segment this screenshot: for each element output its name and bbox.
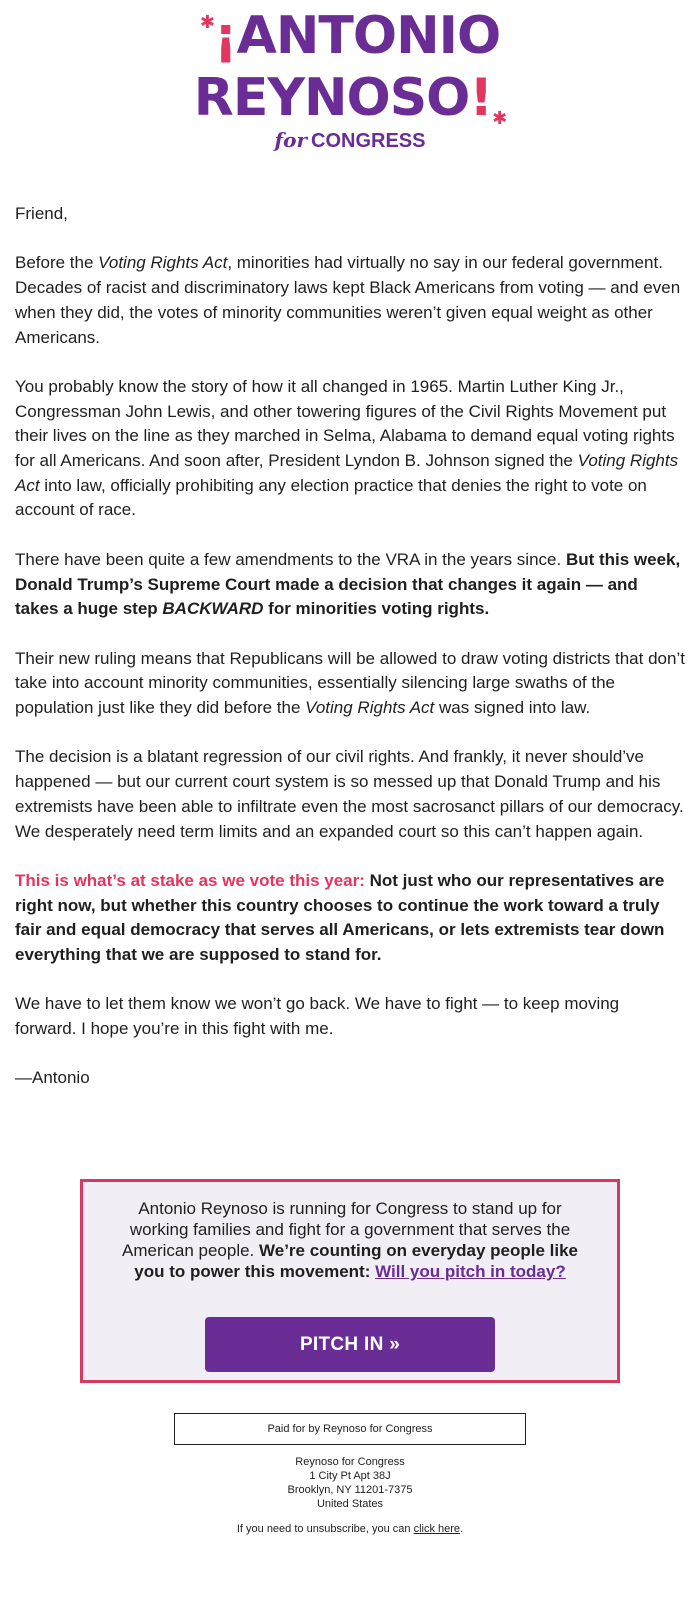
paragraph bbox=[15, 869, 685, 968]
pitch-in-button[interactable]: PITCH IN » bbox=[205, 1317, 495, 1372]
asterisk-icon: ✱ bbox=[199, 12, 214, 33]
text: was signed into law. bbox=[434, 698, 591, 717]
paragraph bbox=[15, 251, 685, 350]
text: Before the bbox=[15, 253, 99, 273]
text: There have been quite a few amendments to the VRA in the years since. bbox=[15, 549, 566, 569]
logo-first-name-text: ANTONIO bbox=[236, 6, 501, 66]
text-italic: Voting Rights Act bbox=[15, 451, 679, 495]
address-city: Brooklyn, NY 11201-7375 bbox=[287, 1484, 413, 1497]
text: into law, officially prohibiting any election practice that denies the right to vote on account of race. bbox=[15, 475, 647, 520]
paragraph bbox=[15, 375, 685, 523]
campaign-logo bbox=[0, 0, 700, 160]
donation-callout-box bbox=[80, 1179, 620, 1383]
text-bold-italic: BACKWARD bbox=[162, 599, 264, 619]
email-body bbox=[0, 202, 700, 1091]
text: If you need to unsubscribe, you can bbox=[236, 1523, 414, 1536]
text: . bbox=[460, 1523, 464, 1536]
unsubscribe-line bbox=[0, 1523, 700, 1535]
paragraph: We have to let them know we won’t go back. We have to fight — to keep moving forward. I hope you’re in this fight with me. bbox=[15, 994, 620, 1039]
callout-text bbox=[83, 1182, 617, 1282]
address-org: Reynoso for Congress bbox=[295, 1456, 405, 1469]
text: , minorities had virtually no say in our federal government. Decades of racist and discriminatory laws kept Black Americans from voting — and even when they did, the votes of minority communities weren’t given equal weight as other Americans. bbox=[15, 253, 681, 347]
logo-for: for bbox=[274, 128, 307, 152]
signoff: —Antonio bbox=[15, 1068, 90, 1088]
text: Their new ruling means that Republicans will be allowed to draw voting districts that don’t take into account minority communities, essentially silencing large swaths of the population just like they did before the bbox=[15, 648, 685, 717]
paid-for-disclaimer: Paid for by Reynoso for Congress bbox=[174, 1413, 526, 1445]
unsubscribe-link[interactable]: click here bbox=[413, 1523, 461, 1536]
logo-for-congress bbox=[0, 128, 700, 153]
text-italic: Voting Rights Act bbox=[98, 253, 228, 273]
paragraph bbox=[15, 548, 685, 622]
asterisk-icon: ✱ bbox=[492, 108, 507, 129]
logo-congress: CONGRESS bbox=[311, 130, 426, 152]
text-highlight: This is what’s at stake as we vote this year: bbox=[15, 870, 365, 890]
pitch-in-link[interactable]: Will you pitch in today? bbox=[375, 1262, 566, 1282]
text-italic: Voting Rights Act bbox=[305, 698, 435, 717]
logo-last-name bbox=[0, 68, 700, 129]
text-bold: But this week, Donald Trump’s Supreme Court made a decision that changes it again — and takes a huge step bbox=[15, 549, 681, 619]
paragraph bbox=[15, 647, 685, 721]
text: You probably know the story of how it all changed in 1965. Martin Luther King Jr., Congressman John Lewis, and other towering figures of the Civil Rights Movement put their lives on the line as they marched in Selma, Alabama to demand equal voting rights for all Americans. And soon after, President Lyndon B. Johnson signed the bbox=[15, 376, 675, 470]
address-street: 1 City Pt Apt 38J bbox=[309, 1470, 391, 1483]
text-bold: Not just who our representatives are right now, but whether this country chooses to continue the work toward a truly fair and equal democracy that serves all Americans, or lets extremists tear down everything that we are supposed to stand for. bbox=[15, 870, 665, 964]
logo-last-name-text: REYNOSO bbox=[193, 68, 470, 128]
logo-inverted-exclamation: ¡ bbox=[213, 6, 237, 66]
address-country: United States bbox=[316, 1498, 384, 1511]
text-bold: for minorities voting rights. bbox=[263, 599, 490, 619]
text: Antonio Reynoso is running for Congress to stand up for working families and fight for a government that serves the American people. bbox=[121, 1199, 571, 1261]
mailing-address bbox=[0, 1455, 700, 1511]
logo-first-name bbox=[0, 6, 700, 66]
greeting: Friend, bbox=[15, 204, 68, 223]
text-bold: We’re counting on everyday people like you to power this movement: bbox=[134, 1241, 579, 1282]
paragraph: The decision is a blatant regression of our civil rights. And frankly, it never should’ve happened — but our current court system is so messed up that Donald Trump and his extremists have been able to infiltrate even the most sacrosanct pillars of our democracy. We desperately need term limits and an expanded court so this can’t happen again. bbox=[15, 747, 684, 841]
logo-exclamation: ! bbox=[469, 68, 493, 128]
